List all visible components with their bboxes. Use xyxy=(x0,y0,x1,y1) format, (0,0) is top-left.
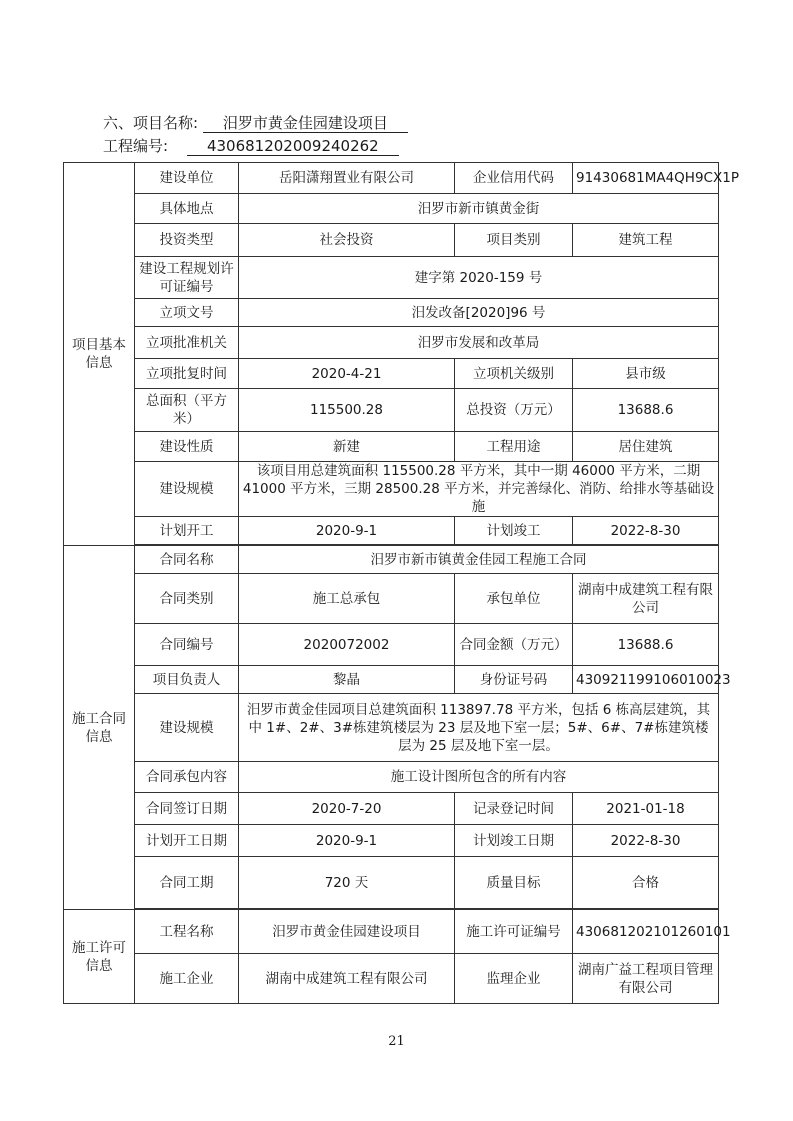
table-row xyxy=(64,954,719,1004)
approval-date-value: 2020-4-21 xyxy=(239,359,455,389)
plan-finish-date-value: 2022-8-30 xyxy=(573,825,719,857)
contract-period-label: 合同工期 xyxy=(135,857,239,909)
section-contract-info: 施工合同信息 xyxy=(64,546,135,910)
approval-no-label: 立项文号 xyxy=(135,299,239,327)
contract-name-value: 汨罗市新市镇黄金佳园工程施工合同 xyxy=(239,546,719,574)
contract-period-value: 720 天 xyxy=(239,857,455,909)
quality-label: 质量目标 xyxy=(455,857,573,909)
project-label: 工程名称 xyxy=(135,910,239,954)
plan-finish-label: 计划竣工 xyxy=(455,517,573,545)
project-name-label: 六、项目名称: xyxy=(103,114,199,132)
manager-value: 黎晶 xyxy=(239,666,455,694)
sign-date-label: 合同签订日期 xyxy=(135,793,239,825)
table-row xyxy=(64,517,719,545)
contract-type-value: 施工总承包 xyxy=(239,574,455,624)
plan-finish-value: 2022-8-30 xyxy=(573,517,719,545)
investment-label: 总投资（万元） xyxy=(455,389,573,432)
table-row xyxy=(64,694,719,762)
plan-finish-date-label: 计划竣工日期 xyxy=(455,825,573,857)
project-name-value: 汨罗市黄金佳园建设项目 xyxy=(203,114,408,133)
id-number-value: 430921199106010023 xyxy=(573,666,719,694)
contract-no-value: 2020072002 xyxy=(239,624,455,666)
category-value: 建筑工程 xyxy=(573,224,719,257)
location-value: 汨罗市新市镇黄金街 xyxy=(239,194,719,224)
contract-scale-label: 建设规模 xyxy=(135,694,239,762)
area-label: 总面积（平方米） xyxy=(135,389,239,432)
table-row xyxy=(64,857,719,909)
approval-date-label: 立项批复时间 xyxy=(135,359,239,389)
project-code-value: 430681202009240262 xyxy=(187,137,399,156)
usage-value: 居住建筑 xyxy=(573,432,719,462)
approval-level-label: 立项机关级别 xyxy=(455,359,573,389)
section-basic-info: 项目基本信息 xyxy=(64,163,135,546)
plan-start-date-value: 2020-9-1 xyxy=(239,825,455,857)
table-row xyxy=(64,546,719,574)
manager-label: 项目负责人 xyxy=(135,666,239,694)
table-row xyxy=(64,793,719,825)
table-row xyxy=(64,194,719,224)
contract-name-label: 合同名称 xyxy=(135,546,239,574)
table-row xyxy=(64,299,719,327)
contractor-label: 承包单位 xyxy=(455,574,573,624)
basic-scale-value: 该项目用总建筑面积 115500.28 平方米，其中一期 46000 平方米，二期 41000 平方米，三期 28500.28 平方米，并完善绿化、消防、给排水等基础设施 xyxy=(239,462,719,517)
usage-label: 工程用途 xyxy=(455,432,573,462)
credit-code-value: 91430681MA4QH9CX1P xyxy=(573,163,719,194)
invest-type-value: 社会投资 xyxy=(239,224,455,257)
sign-date-value: 2020-7-20 xyxy=(239,793,455,825)
table-row xyxy=(64,666,719,694)
builder-value: 岳阳潇翔置业有限公司 xyxy=(239,163,455,194)
basic-scale-label: 建设规模 xyxy=(135,462,239,517)
table-row xyxy=(64,432,719,462)
investment-value: 13688.6 xyxy=(573,389,719,432)
record-date-label: 记录登记时间 xyxy=(455,793,573,825)
project-code-line xyxy=(103,137,399,156)
planning-permit-label: 建设工程规划许可证编号 xyxy=(135,257,239,299)
contract-no-label: 合同编号 xyxy=(135,624,239,666)
location-label: 具体地点 xyxy=(135,194,239,224)
category-label: 项目类别 xyxy=(455,224,573,257)
supervisor-label: 监理企业 xyxy=(455,954,573,1004)
table-row xyxy=(64,359,719,389)
nature-value: 新建 xyxy=(239,432,455,462)
table-row xyxy=(64,574,719,624)
company-value: 湖南中成建筑工程有限公司 xyxy=(239,954,455,1004)
project-info-table xyxy=(63,162,739,1004)
contractor-value: 湖南中成建筑工程有限公司 xyxy=(573,574,719,624)
permit-no-value: 430681202101260101 xyxy=(573,910,719,954)
quality-value: 合格 xyxy=(573,857,719,909)
table-row xyxy=(64,257,719,299)
invest-type-label: 投资类型 xyxy=(135,224,239,257)
plan-start-value: 2020-9-1 xyxy=(239,517,455,545)
contract-amount-label: 合同金额（万元） xyxy=(455,624,573,666)
table-row xyxy=(64,327,719,359)
contract-scale-value: 汨罗市黄金佳园项目总建筑面积 113897.78 平方米，包括 6 栋高层建筑，其中 1#、2#、3#栋建筑楼层为 23 层及地下室一层；5#、6#、7#栋建筑楼层为 25 层及地下室一层。 xyxy=(239,694,719,762)
project-name-line xyxy=(103,114,408,133)
project-value: 汨罗市黄金佳园建设项目 xyxy=(239,910,455,954)
contract-content-label: 合同承包内容 xyxy=(135,762,239,793)
section-permit-info: 施工许可信息 xyxy=(64,910,135,1004)
record-date-value: 2021-01-18 xyxy=(573,793,719,825)
table-row xyxy=(64,462,719,517)
table-row xyxy=(64,825,719,857)
supervisor-value: 湖南广益工程项目管理有限公司 xyxy=(573,954,719,1004)
table-row xyxy=(64,389,719,432)
page-number: 21 xyxy=(388,1034,405,1049)
planning-permit-value: 建字第 2020-159 号 xyxy=(239,257,719,299)
approval-org-label: 立项批准机关 xyxy=(135,327,239,359)
plan-start-label: 计划开工 xyxy=(135,517,239,545)
contract-amount-value: 13688.6 xyxy=(573,624,719,666)
area-value: 115500.28 xyxy=(239,389,455,432)
approval-level-value: 县市级 xyxy=(573,359,719,389)
project-code-label: 工程编号: xyxy=(103,137,169,155)
table-row xyxy=(64,910,719,954)
table-row xyxy=(64,224,719,257)
permit-no-label: 施工许可证编号 xyxy=(455,910,573,954)
builder-label: 建设单位 xyxy=(135,163,239,194)
credit-code-label: 企业信用代码 xyxy=(455,163,573,194)
company-label: 施工企业 xyxy=(135,954,239,1004)
approval-org-value: 汨罗市发展和改革局 xyxy=(239,327,719,359)
nature-label: 建设性质 xyxy=(135,432,239,462)
approval-no-value: 汨发改备[2020]96 号 xyxy=(239,299,719,327)
table-row xyxy=(64,624,719,666)
plan-start-date-label: 计划开工日期 xyxy=(135,825,239,857)
contract-content-value: 施工设计图所包含的所有内容 xyxy=(239,762,719,793)
table-row xyxy=(64,762,719,793)
id-number-label: 身份证号码 xyxy=(455,666,573,694)
table-row xyxy=(64,163,719,194)
contract-type-label: 合同类别 xyxy=(135,574,239,624)
